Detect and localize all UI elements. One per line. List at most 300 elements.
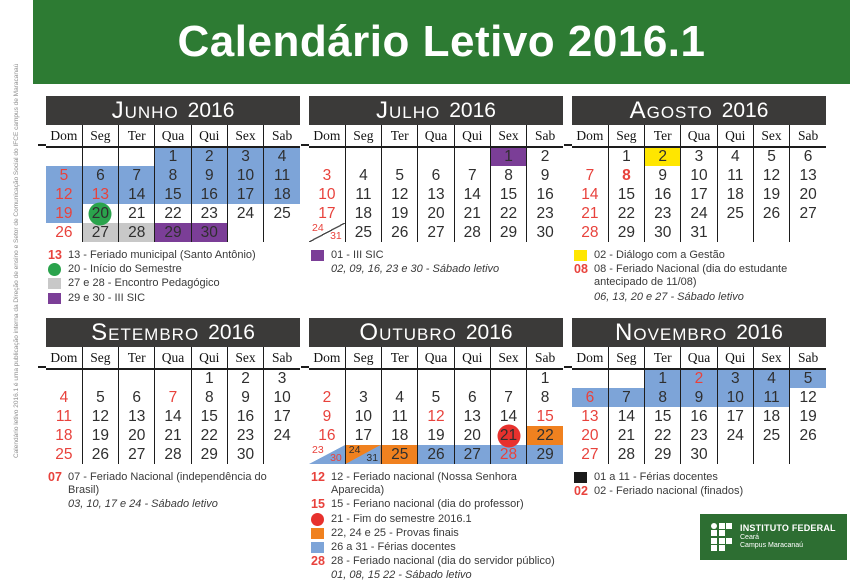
day-number: 9: [322, 407, 332, 425]
day-number: 25: [273, 204, 291, 222]
day-number: 5: [767, 148, 776, 165]
day-cell: [608, 407, 644, 426]
weekday-qui: Qui: [454, 125, 490, 147]
day-cell: [345, 445, 381, 464]
day-number: 20: [128, 426, 146, 444]
day-number: 24: [348, 444, 361, 456]
day-number: 9: [540, 166, 550, 184]
month-header: [309, 318, 563, 347]
day-number: 30: [690, 445, 708, 463]
weekday-sab: Sab: [790, 347, 826, 369]
day-cell: [527, 166, 563, 185]
day-cell: [82, 445, 118, 464]
day-cell: [608, 223, 644, 242]
week-row: [572, 388, 826, 407]
month-julho: [309, 96, 563, 318]
weekday-qui: Qui: [717, 125, 753, 147]
weekday-sex: Sex: [227, 125, 263, 147]
empty-cell: [155, 369, 191, 388]
day-cell: [753, 166, 789, 185]
day-number: 17: [236, 185, 255, 203]
legend-square-marker: [311, 250, 324, 261]
day-cell: [790, 426, 826, 445]
day-cell: [46, 166, 82, 185]
weekday-sab: Sab: [790, 125, 826, 147]
empty-cell: [717, 223, 753, 242]
weekday-ter: Ter: [645, 347, 681, 369]
day-cell: [645, 223, 681, 242]
day-number: 11: [55, 407, 72, 425]
if-logo-icon: [711, 523, 732, 552]
weekday-dom: Dom: [309, 347, 345, 369]
day-cell: [309, 426, 345, 445]
calendar-grid: [572, 125, 826, 242]
day-cell: [191, 147, 227, 166]
day-cell: [790, 204, 826, 223]
day-number: 22: [164, 204, 182, 222]
weekday-qua: Qua: [418, 125, 454, 147]
day-number: 20: [463, 426, 481, 444]
day-number: 28: [617, 445, 636, 463]
day-number: 7: [504, 388, 513, 406]
day-cell: [645, 204, 681, 223]
day-number: 22: [200, 426, 218, 444]
day-cell: [490, 223, 526, 242]
day-number: 1: [168, 148, 178, 165]
day-cell: [527, 223, 563, 242]
day-number: 21: [463, 204, 481, 222]
day-number: 21: [581, 204, 599, 222]
legend-text: 01 - III SIC: [331, 249, 384, 261]
empty-cell: [119, 147, 155, 166]
week-row: [572, 185, 826, 204]
legend-text: 15 - Feriano nacional (dia do professor): [331, 498, 524, 511]
day-number: 2: [241, 370, 250, 387]
day-number: 30: [200, 223, 218, 241]
legend-text: 26 a 31 - Férias docentes: [331, 541, 456, 554]
day-cell: [418, 166, 454, 185]
day-number: 30: [654, 223, 672, 241]
weekday-dom: Dom: [46, 125, 82, 147]
legend-item: [574, 471, 826, 484]
day-number: 1: [204, 370, 214, 387]
day-cell: [418, 407, 454, 426]
day-cell: [119, 204, 155, 223]
day-cell: [681, 166, 717, 185]
logo-line-3: Campus Maracanaú: [740, 542, 804, 550]
day-cell: [46, 445, 82, 464]
month-year: 2016: [187, 98, 235, 122]
month-agosto: [572, 96, 826, 318]
day-number: 31: [690, 223, 708, 241]
day-cell: [572, 388, 608, 407]
day-number: 3: [322, 166, 332, 184]
day-cell: [790, 166, 826, 185]
day-number: 15: [200, 407, 218, 425]
day-cell: [155, 388, 191, 407]
day-number: 7: [622, 388, 631, 406]
month-legend: [572, 471, 826, 498]
month-legend: [46, 471, 300, 512]
day-number: 29: [164, 223, 182, 241]
day-number: 6: [803, 148, 813, 165]
legend-item: [574, 263, 826, 289]
day-cell: [717, 407, 753, 426]
legend-text: 03, 10, 17 e 24 - Sábado letivo: [68, 498, 218, 511]
day-number: 18: [273, 185, 291, 203]
month-header: [309, 96, 563, 125]
legend-number-marker: 28: [311, 554, 325, 569]
day-cell: [345, 204, 381, 223]
day-number: 12: [427, 407, 445, 425]
day-cell: [645, 369, 681, 388]
day-number: 26: [762, 204, 781, 222]
day-cell: [46, 426, 82, 445]
day-cell: [345, 185, 381, 204]
weekday-sex: Sex: [753, 125, 789, 147]
legend-number-marker: 15: [311, 497, 325, 512]
day-cell: [155, 445, 191, 464]
day-cell: [527, 369, 563, 388]
legend-item: [311, 471, 563, 497]
day-cell: [608, 445, 644, 464]
day-cell: [572, 185, 608, 204]
day-number: 23: [312, 444, 324, 456]
day-cell: [681, 185, 717, 204]
day-cell: [191, 369, 227, 388]
day-number: 7: [585, 166, 595, 184]
day-number: 26: [391, 223, 409, 241]
week-row: [572, 369, 826, 388]
empty-cell: [790, 223, 826, 242]
day-number: 17: [318, 204, 336, 222]
day-number: 14: [581, 185, 599, 203]
day-number: 9: [204, 166, 214, 184]
legend-circle-marker: [311, 513, 324, 526]
day-number: 10: [690, 166, 708, 184]
legend-square-marker: [311, 528, 324, 539]
day-cell: [345, 223, 381, 242]
day-number: 17: [690, 185, 708, 203]
empty-cell: [454, 369, 490, 388]
day-cell: [454, 445, 490, 464]
day-number: 25: [762, 426, 781, 444]
day-cell: [608, 166, 644, 185]
day-number: 13: [91, 185, 110, 203]
day-number: 17: [273, 407, 291, 425]
day-cell: [382, 445, 418, 464]
day-number: 21: [128, 204, 146, 222]
day-number: 27: [463, 445, 481, 463]
day-number: 13: [799, 166, 817, 184]
day-number: 22: [654, 426, 672, 444]
legend-item: [311, 569, 563, 582]
day-number: 26: [91, 445, 110, 463]
day-cell: [790, 147, 826, 166]
day-number: 15: [164, 185, 182, 203]
day-cell: [527, 185, 563, 204]
day-number: 24: [273, 426, 291, 444]
day-cell: [608, 388, 644, 407]
day-cell: [572, 204, 608, 223]
week-row: [309, 407, 563, 426]
month-legend: [309, 471, 563, 583]
day-number: 4: [59, 388, 69, 406]
calendar-grid: [46, 125, 300, 242]
day-cell: [681, 407, 717, 426]
day-number: 29: [200, 445, 218, 463]
day-cell: [608, 185, 644, 204]
legend-text: 01, 08, 15 22 - Sábado letivo: [331, 569, 472, 582]
legend-text: 08 - Feriado Nacional (dia do estudante antecipado de 11/08): [594, 263, 788, 289]
day-cell: [608, 426, 644, 445]
day-cell: [527, 445, 563, 464]
day-number: 27: [799, 204, 817, 222]
day-number: 8: [504, 166, 513, 184]
day-number: 16: [318, 426, 336, 444]
day-number: 14: [617, 407, 636, 425]
legend-text: 12 - Feriado nacional (Nossa Senhora Aparecida): [331, 471, 517, 497]
week-row: [46, 388, 300, 407]
day-cell: [572, 426, 608, 445]
logo-line-1: INSTITUTO FEDERAL: [740, 523, 836, 534]
day-cell: [527, 147, 563, 166]
institution-logo: [700, 514, 847, 560]
day-number: 11: [355, 185, 372, 203]
day-cell: [753, 185, 789, 204]
day-cell: [753, 204, 789, 223]
legend-text: 21 - Fim do semestre 2016.1: [331, 512, 472, 525]
day-cell: [753, 388, 789, 407]
day-cell: [454, 185, 490, 204]
week-row: [46, 147, 300, 166]
day-cell: [309, 204, 345, 223]
day-number: 22: [617, 204, 636, 222]
legend-text: 02, 09, 16, 23 e 30 - Sábado letivo: [331, 263, 500, 276]
day-cell: [572, 223, 608, 242]
day-cell: [191, 445, 227, 464]
day-cell: [46, 223, 82, 242]
legend-number-marker: 12: [311, 470, 325, 484]
weekday-ter: Ter: [645, 125, 681, 147]
day-cell: [309, 388, 345, 407]
legend-item: [311, 541, 563, 554]
day-number: 2: [694, 370, 704, 387]
day-cell: [681, 369, 717, 388]
day-cell: [119, 407, 155, 426]
day-cell: [418, 204, 454, 223]
day-number: 11: [763, 388, 780, 406]
day-number: 23: [200, 204, 218, 222]
day-number: 7: [168, 388, 178, 406]
day-cell: [790, 369, 826, 388]
day-cell: [191, 426, 227, 445]
legend-item: [48, 263, 300, 276]
week-row: [46, 445, 300, 464]
logo-line-2: Ceará: [740, 534, 760, 541]
month-year: 2016: [721, 98, 769, 122]
legend-item: [48, 249, 300, 262]
empty-cell: [753, 445, 789, 464]
day-cell: [717, 185, 753, 204]
month-setembro: [46, 318, 300, 584]
weekday-dom: Dom: [46, 347, 82, 369]
day-number: 16: [200, 185, 218, 203]
day-number: 30: [236, 445, 255, 463]
day-number: 12: [55, 185, 73, 203]
day-number: 23: [654, 204, 672, 222]
day-cell: [490, 204, 526, 223]
month-name: Junho: [111, 96, 179, 124]
day-cell: [345, 426, 381, 445]
day-number: 29: [654, 445, 672, 463]
day-number: 23: [236, 426, 255, 444]
day-number: 5: [96, 388, 105, 406]
day-cell: [645, 166, 681, 185]
legend-item: [48, 471, 300, 497]
day-cell: [490, 166, 526, 185]
day-cell: [119, 426, 155, 445]
day-number: 9: [694, 388, 704, 406]
empty-cell: [418, 147, 454, 166]
weekday-dom: Dom: [572, 347, 608, 369]
months-grid: [46, 96, 826, 584]
day-number: 21: [499, 426, 518, 444]
day-cell: [382, 204, 418, 223]
day-number: 1: [658, 370, 668, 387]
empty-cell: [345, 147, 381, 166]
day-number: 3: [730, 370, 740, 387]
empty-cell: [227, 223, 263, 242]
empty-cell: [82, 369, 118, 388]
empty-cell: [46, 369, 82, 388]
day-number: 3: [241, 148, 250, 165]
weekday-sex: Sex: [490, 125, 526, 147]
day-number: 19: [91, 426, 110, 444]
day-number: 24: [690, 204, 708, 222]
day-cell: [155, 147, 191, 166]
day-number: 3: [277, 370, 287, 387]
day-cell: [790, 388, 826, 407]
day-cell: [309, 223, 345, 242]
day-number: 24: [726, 426, 744, 444]
day-cell: [46, 388, 82, 407]
day-number: 12: [91, 407, 110, 425]
day-cell: [645, 147, 681, 166]
day-number: 24: [312, 222, 324, 234]
day-cell: [191, 223, 227, 242]
weekday-qua: Qua: [155, 125, 191, 147]
day-number: 28: [499, 445, 518, 463]
day-cell: [681, 204, 717, 223]
day-number: 17: [726, 407, 744, 425]
day-cell: [227, 204, 263, 223]
day-cell: [227, 407, 263, 426]
day-cell: [490, 426, 526, 445]
empty-cell: [46, 147, 82, 166]
day-cell: [490, 147, 526, 166]
day-number: 16: [536, 185, 554, 203]
weekday-sex: Sex: [227, 347, 263, 369]
day-cell: [227, 166, 263, 185]
week-row: [46, 223, 300, 242]
day-number: 8: [540, 388, 550, 406]
month-header: [46, 96, 300, 125]
weekday-header-row: [572, 347, 826, 369]
day-number: 18: [391, 426, 409, 444]
day-cell: [309, 166, 345, 185]
day-number: 13: [427, 185, 445, 203]
legend-item: [311, 527, 563, 540]
day-number: 27: [91, 223, 110, 241]
day-cell: [454, 204, 490, 223]
day-number: 18: [726, 185, 744, 203]
day-cell: [753, 369, 789, 388]
day-cell: [717, 388, 753, 407]
empty-cell: [717, 445, 753, 464]
day-cell: [454, 388, 490, 407]
week-row: [572, 147, 826, 166]
day-cell: [46, 407, 82, 426]
weekday-sab: Sab: [527, 347, 563, 369]
day-number: 30: [330, 452, 342, 464]
day-number: 23: [536, 204, 554, 222]
legend-text: 07 - Feriado Nacional (independência do Brasil): [68, 471, 267, 497]
day-number: 8: [658, 388, 668, 406]
day-cell: [264, 185, 300, 204]
day-cell: [418, 426, 454, 445]
day-cell: [309, 407, 345, 426]
week-row: [309, 147, 563, 166]
day-number: 20: [581, 426, 599, 444]
week-row: [572, 223, 826, 242]
day-number: 25: [354, 223, 373, 241]
legend-text: 28 - Feriado nacional (dia do servidor público): [331, 555, 555, 568]
month-name: Setembro: [91, 318, 200, 346]
day-number: 4: [730, 148, 740, 165]
day-cell: [382, 407, 418, 426]
legend-item: [311, 263, 563, 276]
legend-text: 22, 24 e 25 - Provas finais: [331, 526, 459, 539]
day-cell: [717, 147, 753, 166]
legend-circle-marker: [48, 263, 61, 276]
legend-square-marker: [574, 250, 587, 261]
weekday-qui: Qui: [191, 125, 227, 147]
day-cell: [454, 407, 490, 426]
legend-item: [48, 292, 300, 305]
day-number: 1: [622, 148, 631, 165]
page-title: Calendário Letivo 2016.1: [177, 17, 706, 66]
day-number: 12: [762, 166, 781, 184]
day-cell: [227, 147, 263, 166]
empty-cell: [753, 223, 789, 242]
day-cell: [418, 388, 454, 407]
day-number: 29: [499, 223, 518, 241]
weekday-sab: Sab: [527, 125, 563, 147]
week-row: [309, 388, 563, 407]
day-cell: [82, 166, 118, 185]
legend-square-marker: [48, 278, 61, 289]
day-cell: [717, 204, 753, 223]
day-cell: [753, 147, 789, 166]
legend-text: 06, 13, 20 e 27 - Sábado letivo: [594, 290, 744, 303]
month-name: Agosto: [629, 96, 713, 124]
day-number: 20: [799, 185, 817, 203]
day-number: 4: [359, 166, 368, 184]
day-cell: [454, 166, 490, 185]
day-number: 10: [236, 166, 255, 184]
weekday-qua: Qua: [681, 125, 717, 147]
